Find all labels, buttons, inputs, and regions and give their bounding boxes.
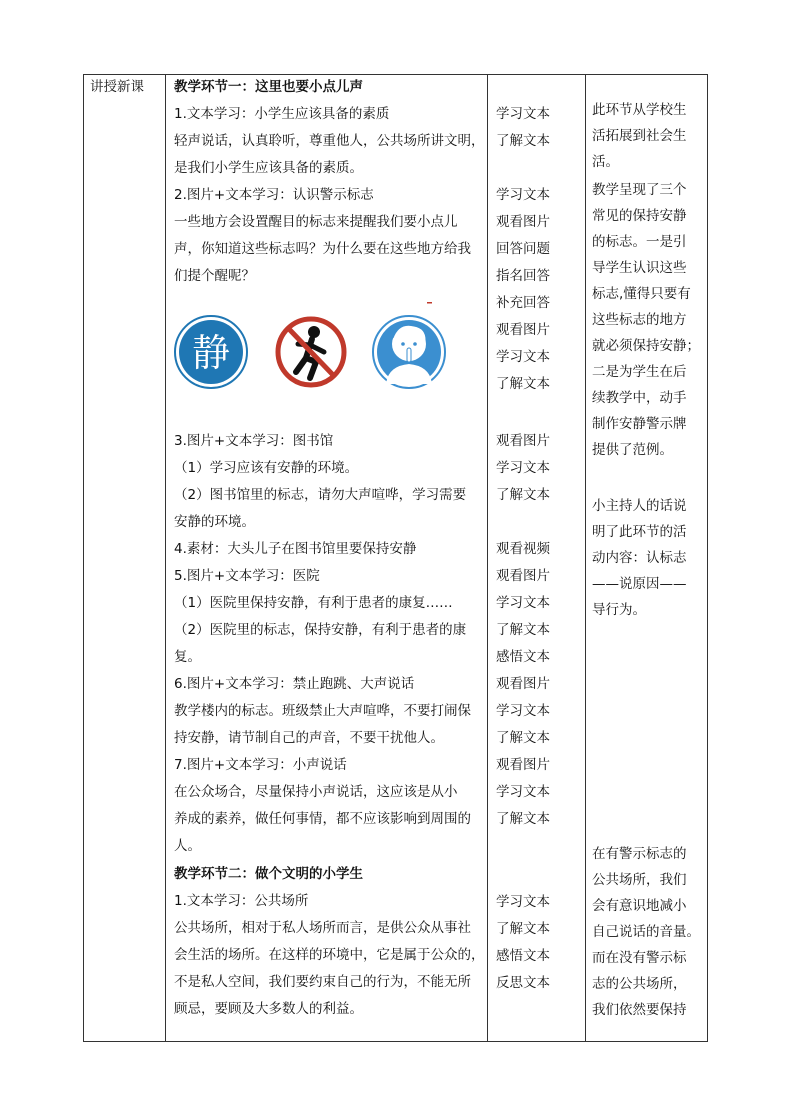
activity-item: 观看图片 bbox=[496, 214, 550, 230]
intent-line: 志的公共场所， bbox=[592, 976, 687, 992]
activity-item: 了解文本 bbox=[496, 811, 550, 827]
content-line: 6.图片+文本学习：禁止跑跳、大声说话 bbox=[174, 676, 415, 692]
content-line: 在公众场合，尽量保持小声说话，这应该是从小 bbox=[174, 784, 458, 800]
content-line: 复。 bbox=[174, 649, 201, 665]
content-line: 持安静，请节制自己的声音，不要干扰他人。 bbox=[174, 730, 444, 746]
activity-item: 学习文本 bbox=[496, 894, 550, 910]
content-line: 1.文本学习：公共场所 bbox=[174, 893, 309, 909]
intent-line: 公共场所，我们 bbox=[592, 872, 687, 888]
section2-title: 教学环节二：做个文明的小学生 bbox=[174, 866, 363, 882]
intent-line: 续教学中，动手 bbox=[592, 390, 687, 406]
content-line: 3.图片+文本学习：图书馆 bbox=[174, 433, 334, 449]
intent-line: 活。 bbox=[592, 154, 619, 170]
content-line: 公共场所，相对于私人场所而言，是供公众从事社 bbox=[174, 920, 471, 936]
activity-item: 学习文本 bbox=[496, 106, 550, 122]
content-line: 是我们小学生应该具备的素质。 bbox=[174, 160, 363, 176]
intent-line: 明了此环节的活 bbox=[592, 524, 687, 540]
intent-line: 制作安静警示牌 bbox=[592, 416, 687, 432]
no-running-sign-icon bbox=[278, 319, 344, 385]
activity-item: 观看图片 bbox=[496, 322, 550, 338]
activity-item: 学习文本 bbox=[496, 595, 550, 611]
activity-item: 学习文本 bbox=[496, 349, 550, 365]
intent-line: 小主持人的话说 bbox=[592, 498, 687, 514]
activity-item: 学习文本 bbox=[496, 703, 550, 719]
intent-line: 活拓展到社会生 bbox=[592, 128, 687, 144]
content-line: 轻声说话，认真聆听，尊重他人，公共场所讲文明， bbox=[174, 133, 485, 149]
activity-item: 补充回答 bbox=[496, 295, 550, 311]
intent-line: 二是为学生在后 bbox=[592, 364, 687, 380]
activity-item: 了解文本 bbox=[496, 622, 550, 638]
intent-line: 会有意识地减小 bbox=[592, 898, 687, 914]
content-line: 人。 bbox=[174, 838, 201, 854]
activity-item: 观看图片 bbox=[496, 676, 550, 692]
intent-line: 而在没有警示标 bbox=[592, 950, 687, 966]
intent-line: 动内容：认标志 bbox=[592, 550, 687, 566]
activity-item: 回答问题 bbox=[496, 241, 550, 257]
activity-item: 观看图片 bbox=[496, 433, 550, 449]
activity-item: 学习文本 bbox=[496, 460, 550, 476]
activity-item: 了解文本 bbox=[496, 487, 550, 503]
content-line: 2.图片+文本学习：认识警示标志 bbox=[174, 187, 374, 203]
activity-item: 感悟文本 bbox=[496, 948, 550, 964]
content-line: 安静的环境。 bbox=[174, 514, 255, 530]
activity-item: 了解文本 bbox=[496, 133, 550, 149]
activity-item: 观看图片 bbox=[496, 757, 550, 773]
activity-item: 感悟文本 bbox=[496, 649, 550, 665]
intent-line: 自己说话的音量。 bbox=[592, 924, 700, 940]
intent-line: 我们依然要保持 bbox=[592, 1002, 687, 1018]
content-line: 会生活的场所。在这样的环境中，它是属于公众的， bbox=[174, 947, 485, 963]
content-line: （1）学习应该有安静的环境。 bbox=[174, 460, 359, 476]
shh-quiet-sign-icon bbox=[373, 316, 445, 388]
warning-signs-image bbox=[174, 300, 474, 404]
activity-item: 学习文本 bbox=[496, 784, 550, 800]
intent-line: 提供了范例。 bbox=[592, 442, 673, 458]
activity-item: 指名回答 bbox=[496, 268, 550, 284]
content-line: 5.图片+文本学习：医院 bbox=[174, 568, 320, 584]
section1-title: 教学环节一：这里也要小点儿声 bbox=[174, 79, 363, 95]
content-line: 7.图片+文本学习：小声说话 bbox=[174, 757, 347, 773]
content-line: 们提个醒呢？ bbox=[174, 268, 255, 284]
intent-line: 就必须保持安静； bbox=[592, 338, 700, 354]
content-line: 一些地方会设置醒目的标志来提醒我们要小点儿 bbox=[174, 214, 458, 230]
intent-line: 在有警示标志的 bbox=[592, 846, 687, 862]
content-line: （2）医院里的标志，保持安静，有利于患者的康 bbox=[174, 622, 467, 638]
activity-item: 学习文本 bbox=[496, 187, 550, 203]
content-line: 教学楼内的标志。班级禁止大声喧哗，不要打闹保 bbox=[174, 703, 471, 719]
content-line: （2）图书馆里的标志，请勿大声喧哗，学习需要 bbox=[174, 487, 467, 503]
content-line: 养成的素养，做任何事情，都不应该影响到周围的 bbox=[174, 811, 471, 827]
activity-item: 观看图片 bbox=[496, 568, 550, 584]
intent-line: 教学呈现了三个 bbox=[592, 182, 687, 198]
activity-cell bbox=[488, 75, 586, 1042]
content-line: （1）医院里保持安静，有利于患者的康复…… bbox=[174, 595, 453, 611]
intent-line: 导行为。 bbox=[592, 602, 646, 618]
content-line: 不是私人空间，我们要约束自己的行为，不能无所 bbox=[174, 974, 471, 990]
intent-line: 这些标志的地方 bbox=[592, 312, 687, 328]
lesson-table bbox=[83, 74, 708, 1042]
intent-line: ——说原因—— bbox=[592, 576, 687, 592]
intent-line: 的标志。一是引 bbox=[592, 234, 687, 250]
content-line: 1.文本学习：小学生应该具备的素质 bbox=[174, 106, 390, 122]
intent-line: 此环节从学校生 bbox=[592, 102, 687, 118]
intent-line: 常见的保持安静 bbox=[592, 208, 687, 224]
intent-line: 导学生认识这些 bbox=[592, 260, 687, 276]
stage-cell bbox=[84, 75, 166, 1042]
activity-item: 反思文本 bbox=[496, 975, 550, 991]
stage-label: 讲授新课 bbox=[90, 79, 144, 95]
content-line: 声，你知道这些标志吗？为什么要在这些地方给我 bbox=[174, 241, 471, 257]
intent-line: 标志,懂得只要有 bbox=[592, 286, 691, 302]
quiet-character-sign-icon bbox=[175, 316, 247, 388]
activity-item: 了解文本 bbox=[496, 730, 550, 746]
activity-item: 了解文本 bbox=[496, 376, 550, 392]
activity-item: 了解文本 bbox=[496, 921, 550, 937]
design-intent-cell bbox=[586, 75, 708, 1042]
content-line: 4.素材：大头儿子在图书馆里要保持安静 bbox=[174, 541, 417, 557]
content-line: 顾忌，要顾及大多数人的利益。 bbox=[174, 1001, 363, 1017]
activity-item: 观看视频 bbox=[496, 541, 550, 557]
content-cell bbox=[166, 75, 488, 1042]
sign-character: 静 bbox=[191, 331, 231, 375]
